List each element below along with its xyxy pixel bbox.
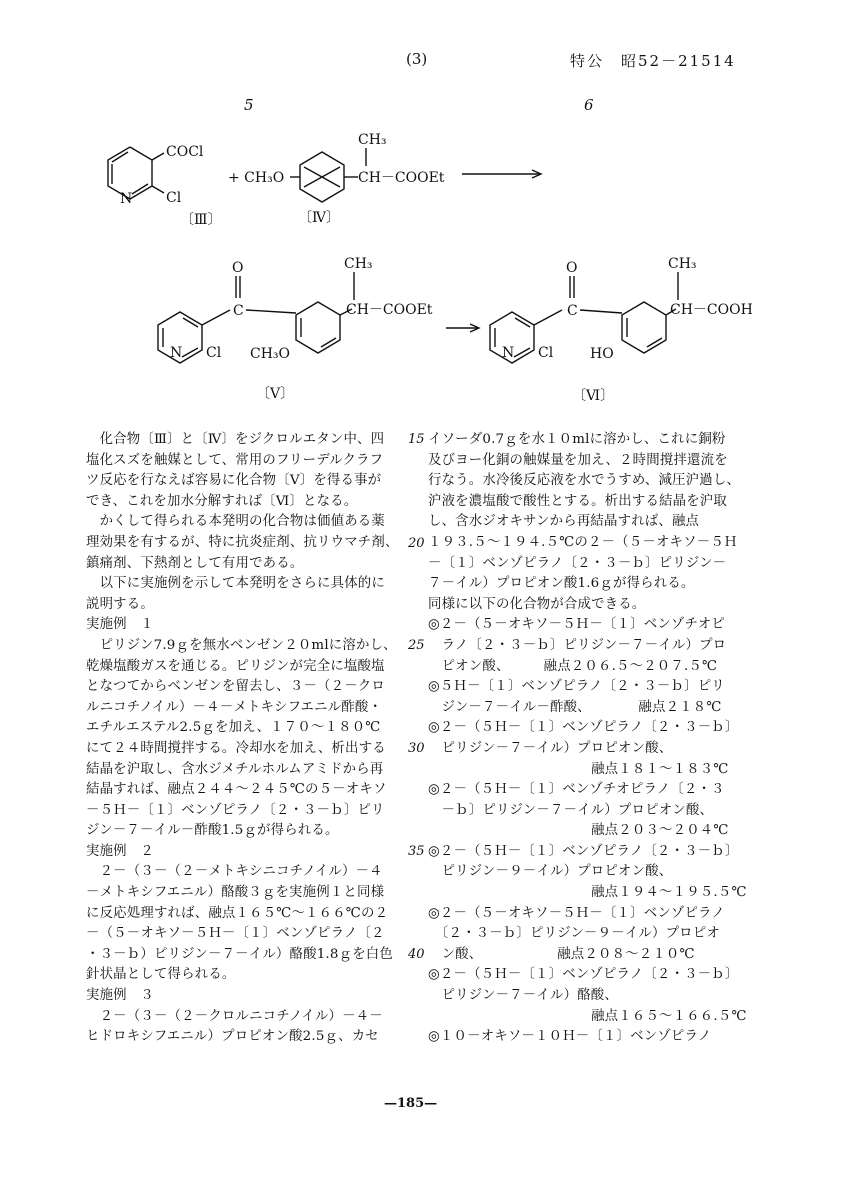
cmpd6-o: O — [566, 260, 578, 276]
column-number-left: 5 — [244, 96, 254, 114]
text-line: ７－イル）プロピオン酸1.6ｇが得られる。 — [428, 576, 695, 592]
line-number: 25 — [408, 638, 425, 653]
text-line: 化合物〔Ⅲ〕と〔Ⅳ〕をジクロルエタン中、四 — [86, 432, 385, 447]
text-line: ピオン酸、 融点２０６.５～２０７.５℃ — [428, 658, 718, 674]
label-compound-4: 〔Ⅳ〕 — [298, 210, 340, 226]
page-number: (3) — [406, 50, 428, 68]
text-line: ジン－７－イル－酢酸1.5ｇが得られる。 — [86, 823, 339, 839]
text-line: 同様に以下の化合物が合成できる。 — [428, 596, 646, 612]
cmpd5-c: C — [233, 303, 244, 319]
label-compound-6: 〔Ⅵ〕 — [572, 388, 615, 404]
text-line: ピリジン－７－イル）プロピオン酸、 — [428, 740, 673, 756]
compound-entry: ◎２－（５Ｈ－〔１〕ベンゾチオピラノ〔２・３ — [428, 782, 725, 798]
text-line: でき、これを加水分解すれば〔Ⅵ〕となる。 — [86, 493, 358, 509]
text-line: ２－（３－（２－メトキシニコチノイル）－４ — [86, 864, 383, 880]
text-line: に反応処理すれば、融点１６５℃～１６６℃の２ — [86, 905, 389, 921]
text-line: イソーダ0.7ｇを水１０mlに溶かし、これに銅粉 — [428, 432, 726, 447]
text-line: ツ反応を行なえば容易に化合物〔Ⅴ〕を得る事が — [86, 473, 382, 489]
line-number: 20 — [408, 536, 425, 551]
text-line: ヒドロキシフエニル）プロピオン酸2.5ｇ、カセ — [86, 1029, 379, 1045]
cmpd3-n: N — [120, 191, 133, 207]
label-compound-3: 〔Ⅲ〕 — [180, 212, 222, 228]
section-heading: 実施例 １ — [86, 617, 154, 633]
text-line: －ｂ〕ピリジン－７－イル）プロピオン酸、 — [428, 802, 714, 818]
cmpd4-ch3: CH₃ — [358, 132, 387, 148]
text-line: 融点２０３～２０４℃ — [428, 823, 729, 839]
text-line: 結晶すれば、融点２４４～２４５℃の５－オキソ — [86, 782, 387, 798]
compound-4-ring — [290, 148, 366, 202]
text-line: かくして得られる本発明の化合物は価値ある薬 — [86, 514, 385, 530]
text-line: ン酸、 融点２０８～２１０℃ — [428, 946, 695, 962]
text-line: ジン－７－イル－酢酸、 融点２１８℃ — [428, 699, 722, 715]
text-line: ルニコチノイル）－４－メトキシフエニル酢酸・ — [86, 699, 383, 715]
line-number: 30 — [408, 741, 425, 756]
section-heading: 実施例 ２ — [86, 843, 154, 859]
text-line: ピリジン－７－イル）酪酸、 — [428, 988, 618, 1004]
reaction-scheme — [0, 0, 848, 420]
compound-entry: ◎１０－オキソ－１０Ｈ－〔１〕ベンゾピラノ — [428, 1029, 712, 1045]
text-line: にて２４時間撹拌する。冷却水を加え、析出する — [86, 740, 386, 756]
cmpd4-chain: CH－COOEt — [358, 170, 445, 186]
text-line: 〔２・３－ｂ〕ピリジン－９－イル）プロピオ — [428, 926, 720, 942]
text-line: 融点１６５～１６６.５℃ — [428, 1008, 747, 1024]
text-line: 説明する。 — [86, 596, 154, 612]
compound-entry: ◎５Ｈ－〔１〕ベンゾピラノ〔２・３－ｂ〕ピリ — [428, 679, 725, 695]
text-line: 融点１９４～１９５.５℃ — [428, 885, 747, 901]
patent-number: 特公 昭52－21514 — [570, 52, 736, 70]
cmpd6-ch3: CH₃ — [668, 256, 697, 272]
text-line: となつてからベンゼンを留去し、３－（２－クロ — [86, 679, 385, 695]
line-number: 40 — [408, 947, 425, 962]
line-number: 35 — [408, 844, 425, 859]
text-line: エチルエステル2.5ｇを加え、１７０～１８０℃ — [86, 720, 381, 736]
left-column — [86, 430, 399, 1048]
cmpd6-chain: CH－COOH — [670, 302, 753, 318]
reaction-arrow-1 — [462, 170, 541, 178]
cmpd5-och3: CH₃O — [250, 346, 291, 362]
text-line: 鎮痛剤、下熱剤として有用である。 — [86, 555, 304, 571]
text-line: 融点１８１～１８３℃ — [428, 761, 729, 777]
text-line: 以下に実施例を示して本発明をさらに具体的に — [86, 576, 385, 592]
cmpd5-o: O — [232, 260, 244, 276]
text-line: ２－（３－（２－クロルニコチノイル）－４－ — [86, 1008, 383, 1024]
text-line: ピリジン－９－イル）プロピオン酸、 — [428, 864, 673, 880]
text-line: ピリジン7.9ｇを無水ベンゼン２０mlに溶かし、 — [86, 637, 397, 653]
text-line: －メトキシフエニル）酪酸３ｇを実施例１と同様 — [86, 885, 385, 901]
compound-entry: ◎２－（５Ｈ－〔１〕ベンゾピラノ〔２・３－ｂ〕 — [428, 967, 739, 983]
cmpd6-cl: Cl — [538, 345, 554, 361]
text-line: 乾燥塩酸ガスを通じる。ピリジンが完全に塩酸塩 — [86, 658, 385, 674]
text-line: 針状晶として得られる。 — [86, 967, 236, 983]
compound-entry: ◎２－（５－オキソ－５Ｈ－〔１〕ベンゾピラノ — [428, 905, 725, 921]
label-compound-5: 〔Ⅴ〕 — [256, 386, 295, 402]
compound-entry: ◎２－（５－オキソ－５Ｈ－〔１〕ベンゾチオピ — [428, 617, 726, 633]
text-line: 理効果を有するが、特に抗炎症剤、抗リウマチ剤、 — [86, 534, 399, 550]
text-line: 沪液を濃塩酸で酸性とする。析出する結晶を沪取 — [428, 493, 727, 509]
text-line: ・３－ｂ）ピリジン－７－イル）酪酸1.8ｇを白色 — [86, 946, 393, 962]
cmpd6-ho: HO — [590, 346, 614, 362]
cmpd3-cocl: COCl — [166, 144, 204, 160]
text-line: 塩化スズを触媒として、常用のフリーデルクラフ — [86, 452, 384, 468]
line-number: 15 — [408, 432, 425, 447]
text-line: 結晶を沪取し、含水ジメチルホルムアミドから再 — [86, 761, 384, 777]
cmpd3-cl: Cl — [166, 190, 182, 206]
text-line: －〔１〕ベンゾピラノ〔２・３－ｂ〕ピリジン－ — [428, 555, 727, 571]
page-footer: —185— — [384, 1096, 438, 1111]
compound-entry: ◎２－（５Ｈ－〔１〕ベンゾピラノ〔２・３－ｂ〕 — [428, 720, 739, 736]
text-line: －（５－オキソ－５Ｈ－〔１〕ベンゾピラノ〔２ — [86, 926, 385, 942]
compound-6-rings — [490, 272, 678, 363]
reaction-arrow-2 — [446, 324, 479, 332]
compound-3-ring — [108, 147, 164, 199]
cmpd5-chain: CH－COOEt — [346, 302, 433, 318]
text-line: ラノ〔２・３－ｂ〕ピリジン－７－イル）プロ — [428, 637, 727, 653]
cmpd5-cl: Cl — [206, 345, 222, 361]
text-line: し、含水ジオキサンから再結晶すれば、融点 — [428, 514, 700, 530]
column-number-right: 6 — [584, 96, 594, 114]
methoxy-plus: + CH₃O — [228, 170, 285, 186]
cmpd5-ch3: CH₃ — [344, 256, 373, 272]
right-column — [428, 430, 747, 1048]
cmpd6-c: C — [567, 303, 578, 319]
text-line: 行なう。水冷後反応液を水でうすめ、減圧沪過し、 — [428, 473, 741, 489]
section-heading: 実施例 ３ — [86, 988, 154, 1004]
cmpd6-n: N — [502, 345, 515, 361]
text-line: －５Ｈ－〔１〕ベンゾピラノ〔２・３－ｂ〕ピリ — [86, 802, 385, 818]
cmpd5-n: N — [170, 345, 183, 361]
text-line: １９３.５～１９４.５℃の２－（５－オキソ－５Ｈ — [428, 534, 738, 550]
compound-entry: ◎２－（５Ｈ－〔１〕ベンゾピラノ〔２・３－ｂ〕 — [428, 843, 739, 859]
text-line: 及びヨー化銅の触媒量を加え、２時間撹拌還流を — [428, 452, 728, 468]
